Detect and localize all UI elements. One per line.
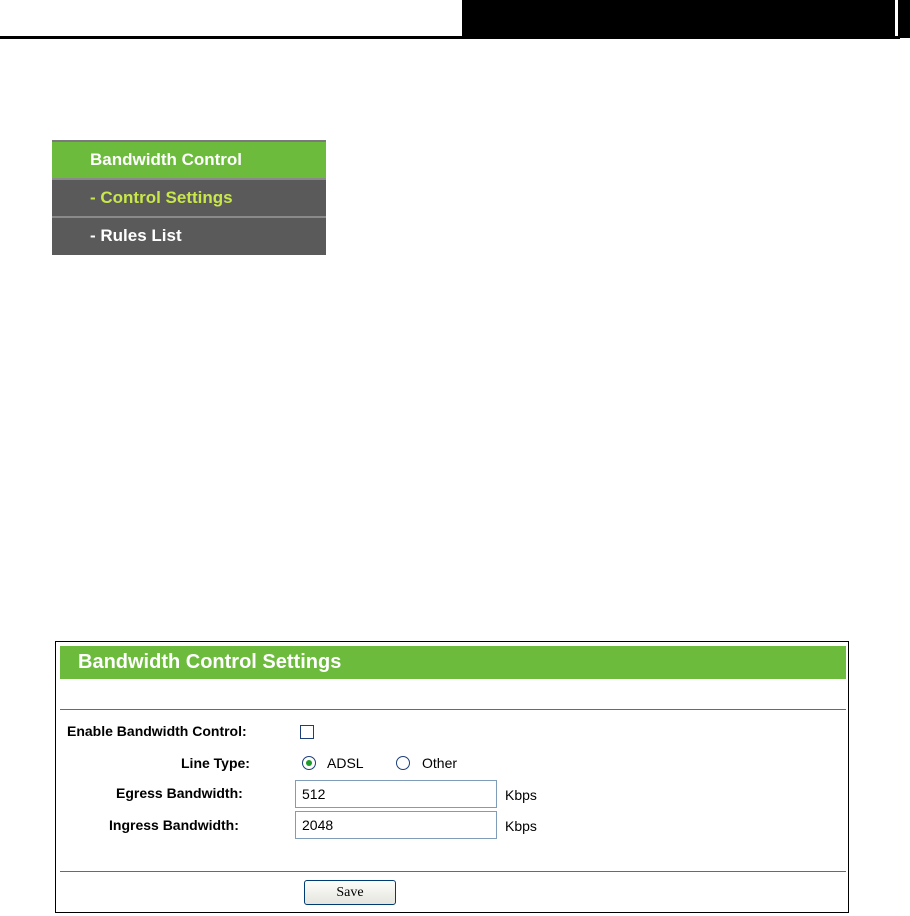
menu-control-settings[interactable]: - Control Settings	[52, 180, 326, 216]
menu-bandwidth-control[interactable]: Bandwidth Control	[52, 142, 326, 178]
bandwidth-settings-panel	[55, 641, 849, 913]
enable-bandwidth-checkbox[interactable]	[300, 725, 314, 739]
line-type-label: Line Type:	[181, 755, 250, 771]
panel-title-bar	[60, 646, 846, 679]
line-type-adsl-label: ADSL	[327, 755, 364, 771]
ingress-bandwidth-label: Ingress Bandwidth:	[109, 817, 239, 833]
line-type-adsl-radio[interactable]	[302, 756, 316, 770]
panel-divider-bottom	[60, 871, 846, 872]
header-divider	[898, 0, 900, 36]
panel-title: Bandwidth Control Settings	[78, 651, 342, 673]
header-rule	[0, 36, 900, 39]
radio-selected-dot	[306, 760, 312, 766]
line-type-other-label: Other	[422, 755, 458, 771]
enable-bandwidth-label: Enable Bandwidth Control:	[67, 723, 247, 739]
egress-unit: Kbps	[505, 787, 537, 803]
save-button[interactable]: Save	[304, 880, 396, 905]
page-header	[0, 0, 910, 40]
menu-rules-list[interactable]: - Rules List	[52, 218, 326, 254]
ingress-unit: Kbps	[505, 818, 537, 834]
side-menu	[52, 140, 326, 255]
ingress-bandwidth-input[interactable]: 2048	[295, 811, 497, 839]
header-black-bar	[462, 0, 910, 38]
line-type-other-radio[interactable]	[396, 756, 410, 770]
egress-bandwidth-input[interactable]: 512	[295, 780, 497, 808]
egress-bandwidth-label: Egress Bandwidth:	[116, 785, 243, 801]
header-left-area	[0, 0, 462, 36]
panel-divider-top	[60, 709, 846, 710]
